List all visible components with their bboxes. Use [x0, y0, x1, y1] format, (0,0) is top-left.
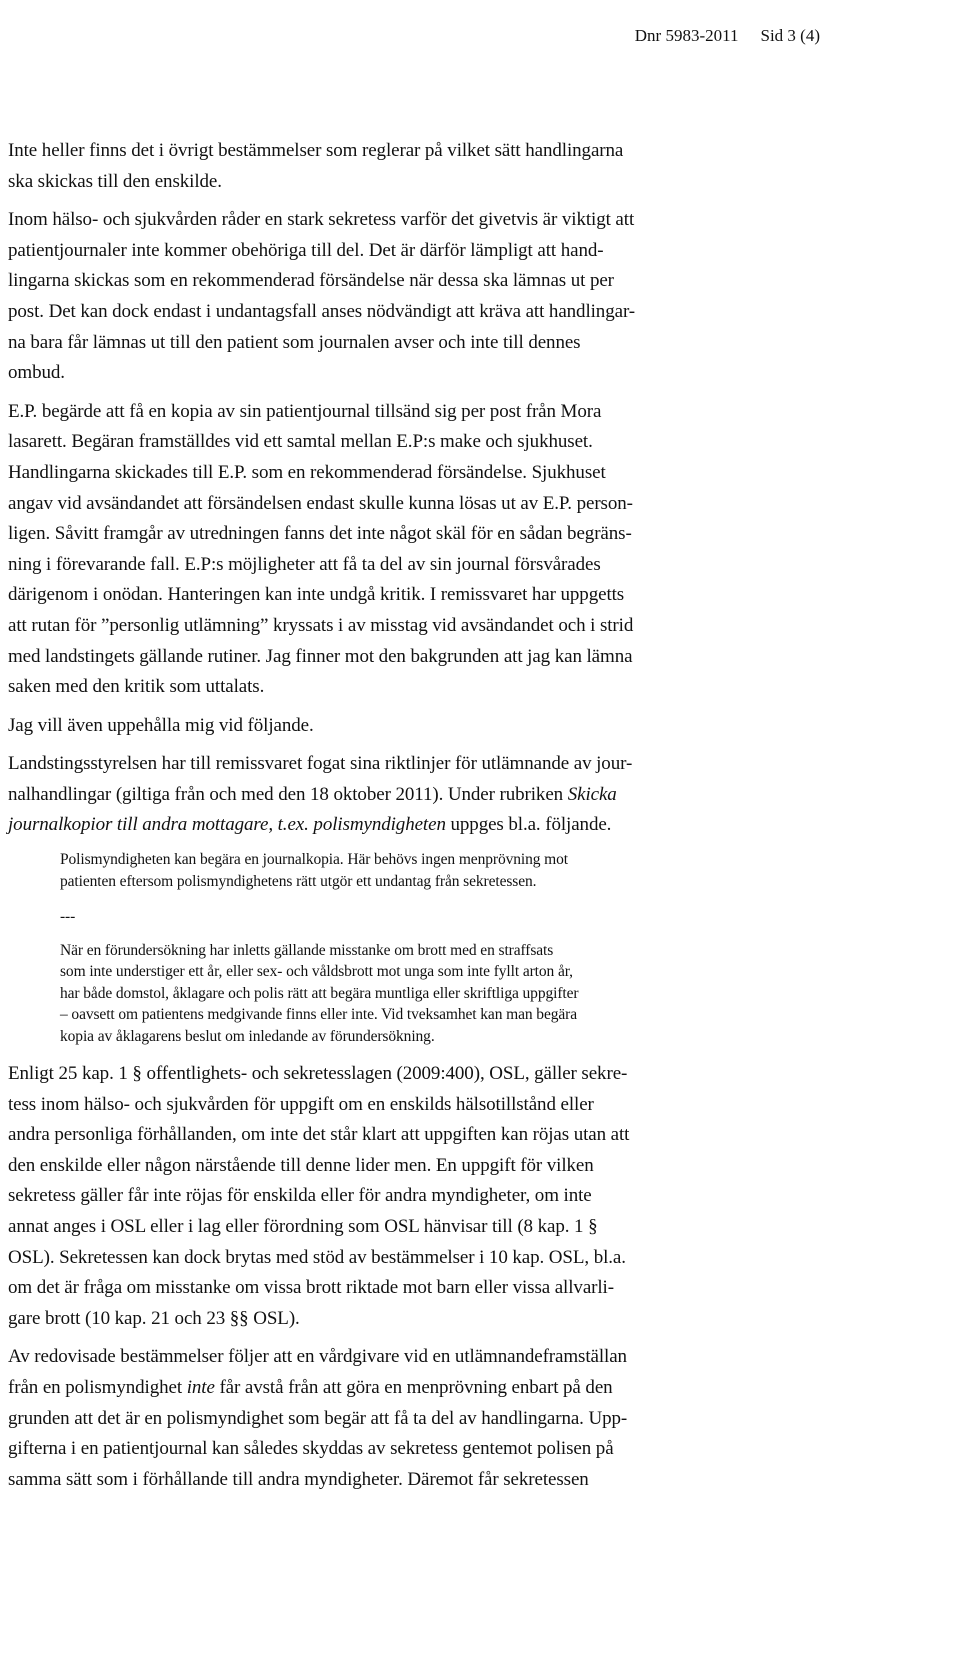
text-line: post. Det kan dock endast i undantagsfall anses nödvändigt att kräva att handlingar-	[8, 300, 636, 322]
text-run: uppges bl.a. följande.	[445, 814, 612, 836]
text-run: får avstå från att göra en menprövning enbart på den	[214, 1377, 613, 1398]
quote-paragraph	[60, 849, 768, 892]
text-line: som inte understiger ett år, eller sex- och våldsbrott mot unga som inte fyllt arton år,	[60, 963, 573, 981]
text-line: – oavsett om patientens medgivande finns eller inte. Vid tveksamhet kan man begära	[60, 1006, 577, 1024]
italic-heading: journalkopior till andra mottagare, t.ex. polismyndigheten	[8, 814, 446, 836]
text-line: gifterna i en patientjournal kan således skyddas av sekretess gentemot polisen på	[8, 1438, 614, 1460]
text-line: Landstingsstyrelsen har till remissvaret fogat sina riktlinjer för utlämnande av jour-	[8, 753, 633, 775]
text-run: nalhandlingar (giltiga från och med den 18 oktober 2011). Under rubriken	[8, 783, 568, 805]
diary-number: Dnr 5983-2011	[634, 26, 739, 45]
text-line: saken med den kritik som uttalats.	[8, 676, 265, 698]
paragraph	[8, 397, 768, 703]
text-line	[8, 780, 768, 811]
text-line: Polismyndigheten kan begära en journalkopia. Här behövs ingen menprövning mot	[60, 851, 568, 869]
text-line: lingarna skickas som en rekommenderad försändelse när dessa ska lämnas ut per	[8, 270, 614, 292]
text-line: patientjournaler inte kommer obehöriga till del. Det är därför lämpligt att hand-	[8, 239, 604, 261]
text-line: na bara får lämnas ut till den patient som journalen avser och inte till dennes	[8, 331, 581, 353]
paragraph	[8, 205, 768, 389]
paragraph	[8, 136, 768, 197]
page-number: Sid 3 (4)	[760, 26, 820, 45]
text-line: lasarett. Begäran framställdes vid ett samtal mellan E.P:s make och sjukhuset.	[8, 431, 593, 453]
text-line: Enligt 25 kap. 1 § offentlighets- och sekretesslagen (2009:400), OSL, gäller sekre-	[8, 1063, 628, 1085]
text-line: om det är fråga om misstanke om vissa brott riktade mot barn eller vissa allvarli-	[8, 1277, 614, 1299]
paragraph-osl	[8, 1059, 768, 1334]
text-line: har både domstol, åklagare och polis rätt att begära muntliga eller skriftliga uppgifter	[60, 984, 579, 1002]
text-line	[8, 1373, 768, 1404]
text-line: samma sätt som i förhållande till andra myndigheter. Däremot får sekretessen	[8, 1468, 589, 1490]
italic-word: inte	[186, 1377, 215, 1398]
text-line: andra personliga förhållanden, om inte det står klart att uppgiften kan röjas utan att	[8, 1124, 630, 1146]
text-line: ombud.	[8, 362, 65, 384]
text-run: från en polismyndighet	[8, 1377, 187, 1398]
text-line: med landstingets gällande rutiner. Jag finner mot den bakgrunden att jag kan lämna	[8, 645, 633, 667]
text-line: patienten eftersom polismyndighetens rätt utgör ett undantag från sekretessen.	[60, 872, 537, 890]
paragraph-last	[8, 1342, 768, 1495]
text-line: gare brott (10 kap. 21 och 23 §§ OSL).	[8, 1307, 300, 1329]
text-line	[8, 810, 768, 841]
text-line: tess inom hälso- och sjukvården för uppgift om en enskilds hälsotillstånd eller	[8, 1093, 594, 1115]
text-line: ning i förevarande fall. E.P:s möjligheter att få ta del av sin journal försvårades	[8, 553, 601, 575]
text-line: sekretess gäller får inte röjas för enskilda eller för andra myndigheter, om inte	[8, 1185, 592, 1207]
text-line: därigenom i onödan. Hanteringen kan inte undgå kritik. I remissvaret har uppgetts	[8, 584, 625, 606]
text-line: kopia av åklagarens beslut om inledande av förundersökning.	[60, 1027, 435, 1045]
paragraph-riktlinjer	[8, 749, 768, 841]
text-line: annat anges i OSL eller i lag eller förordning som OSL hänvisar till (8 kap. 1 §	[8, 1216, 598, 1238]
text-line: ska skickas till den enskilde.	[8, 170, 222, 192]
text-line: Inte heller finns det i övrigt bestämmelser som reglerar på vilket sätt handlingarna	[8, 140, 624, 161]
italic-heading: Skicka	[567, 783, 617, 805]
text-line: att rutan för ”personlig utlämning” kryssats i av misstag vid avsändandet och i strid	[8, 614, 634, 636]
text-line: Handlingarna skickades till E.P. som en rekommenderad försändelse. Sjukhuset	[8, 461, 606, 483]
text-line: Av redovisade bestämmelser följer att en vårdgivare vid en utlämnandeframställan	[8, 1346, 627, 1368]
text-line: När en förundersökning har inletts gällande misstanke om brott med en straffsats	[60, 941, 554, 959]
text-line: angav vid avsändandet att försändelsen endast skulle kunna lösas ut av E.P. person-	[8, 492, 633, 514]
block-quote	[60, 849, 768, 1047]
quote-separator: ---	[60, 908, 76, 926]
text-line: den enskilde eller någon närstående till denne lider men. En uppgift för vilken	[8, 1154, 594, 1176]
paragraph	[8, 711, 768, 742]
text-line: ligen. Såvitt framgår av utredningen fanns det inte något skäl för en sådan begräns-	[8, 523, 632, 545]
document-body	[8, 136, 768, 1503]
text-line: OSL). Sekretessen kan dock brytas med stöd av bestämmelser i 10 kap. OSL, bl.a.	[8, 1246, 626, 1268]
text-line: Jag vill även uppehålla mig vid följande.	[8, 714, 314, 736]
text-line: Inom hälso- och sjukvården råder en stark sekretess varför det givetvis är viktigt att	[8, 209, 635, 231]
text-line: grunden att det är en polismyndighet som begär att få ta del av handlingarna. Upp-	[8, 1407, 628, 1429]
quote-paragraph	[60, 940, 768, 1048]
page-header	[635, 26, 820, 46]
text-line: E.P. begärde att få en kopia av sin patientjournal tillsänd sig per post från Mora	[8, 400, 602, 422]
